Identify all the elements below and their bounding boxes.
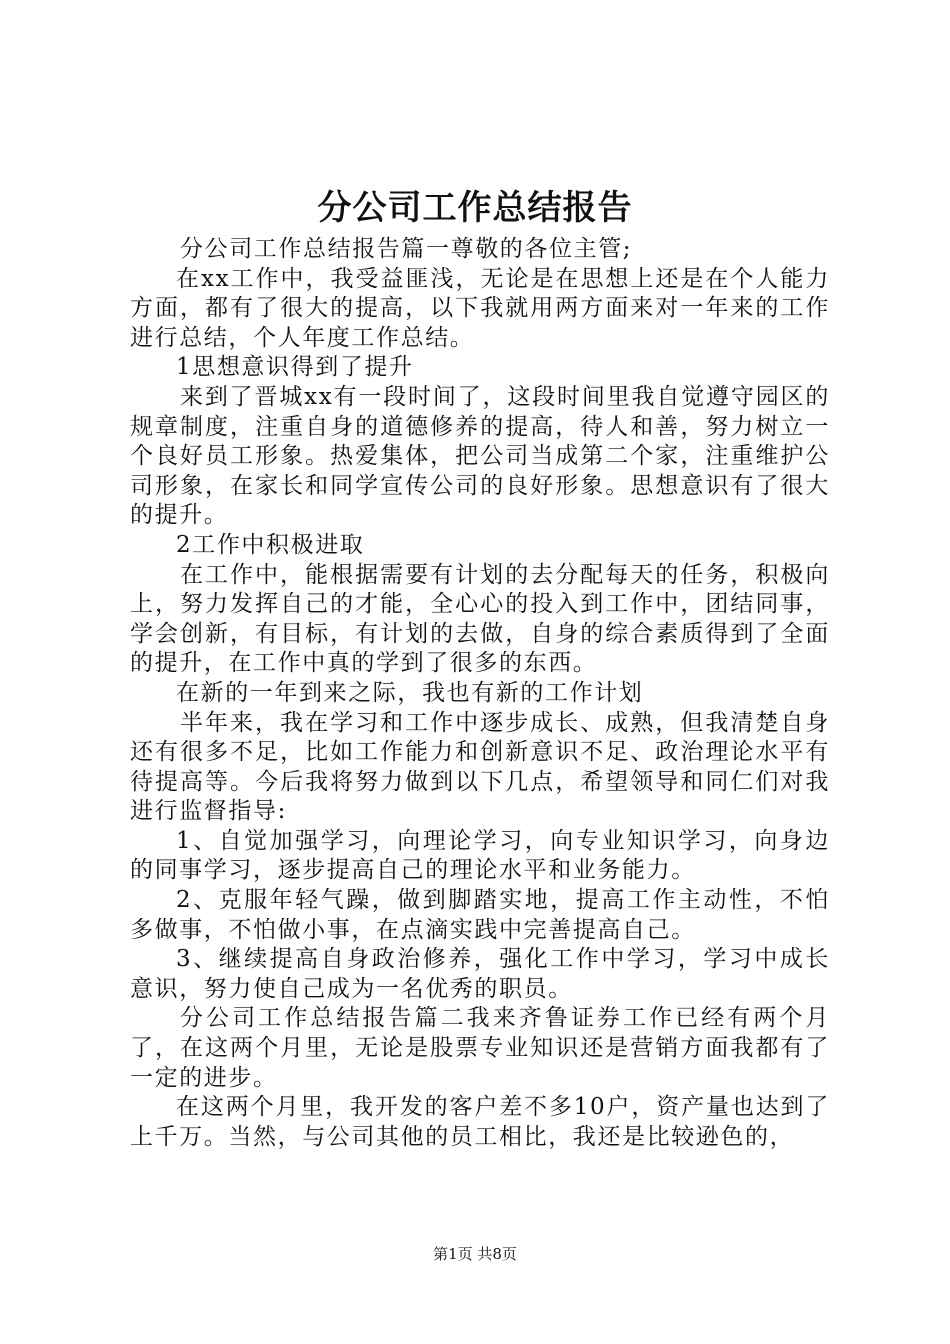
paragraph: 分公司工作总结报告篇二我来齐鲁证券工作已经有两个月了，在这两个月里，无论是股票专业知识还是营销方面我都有了一定的进步。	[130, 1005, 830, 1091]
page-footer: 第1页 共8页	[433, 1245, 517, 1263]
list-item: 1、自觉加强学习，向理论学习，向专业知识学习，向身边的同事学习，逐步提高自己的理论水平和业务能力。	[130, 827, 830, 884]
section-heading: 2工作中积极进取	[176, 531, 365, 558]
paragraph: 在工作中，能根据需要有计划的去分配每天的任务，积极向上，努力发挥自己的才能，全心心的投入到工作中，团结同事，学会创新，有目标，有计划的去做，自身的综合素质得到了全面的提升，在工作中真的学到了很多的东西。	[130, 561, 830, 677]
list-item: 2、克服年轻气躁，做到脚踏实地，提高工作主动性，不怕多做事，不怕做小事，在点滴实践中完善提高自己。	[130, 887, 830, 943]
document-title: 分公司工作总结报告	[317, 188, 633, 228]
paragraph: 来到了晋城xx有一段时间了，这段时间里我自觉遵守园区的规章制度，注重自身的道德修养的提高，待人和善，努力树立一个良好员工形象。热爱集体，把公司当成第二个家，注重维护公司形象，在家长和同学宣传公司的良好形象。思想意识有了很大的提升。	[130, 383, 830, 529]
section-heading: 1思想意识得到了提升	[176, 354, 414, 381]
paragraph: 在xx工作中，我受益匪浅，无论是在思想上还是在个人能力方面，都有了很大的提高，以下我就用两方面来对一年来的工作进行总结，个人年度工作总结。	[130, 265, 830, 351]
paragraph: 在这两个月里，我开发的客户差不多10户，资产量也达到了上千万。当然，与公司其他的员工相比，我还是比较逊色的，	[130, 1094, 830, 1150]
paragraph: 半年来，我在学习和工作中逐步成长、成熟，但我清楚自身还有很多不足，比如工作能力和创新意识不足、政治理论水平有待提高等。今后我将努力做到以下几点，希望领导和同仁们对我进行监督指导:	[130, 709, 830, 825]
list-item: 3、继续提高自身政治修养，强化工作中学习，学习中成长意识，努力使自己成为一名优秀的职员。	[130, 946, 830, 1002]
document-body	[130, 235, 830, 1152]
paragraph-intro: 分公司工作总结报告篇一尊敬的各位主管;	[180, 236, 633, 262]
section-heading: 在新的一年到来之际，我也有新的工作计划	[176, 679, 644, 706]
